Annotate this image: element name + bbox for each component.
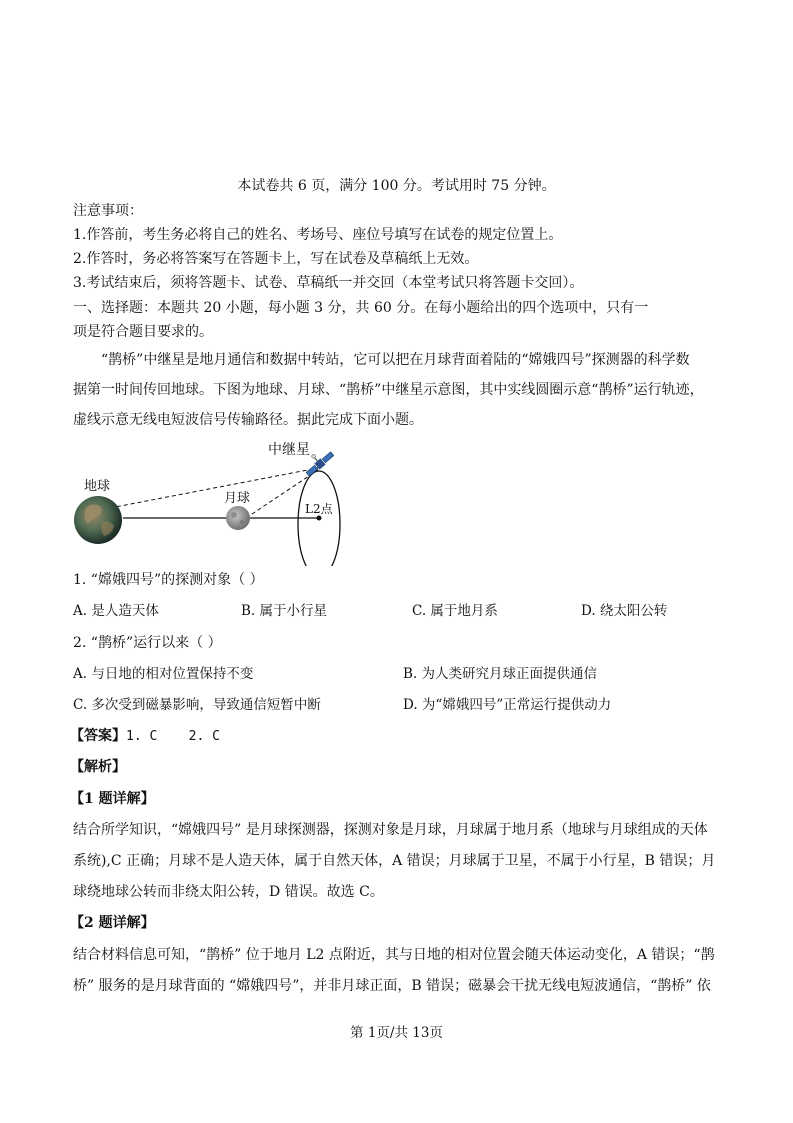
q2-option-a[interactable]: A. 与日地的相对位置保持不变 <box>73 666 254 682</box>
q2-stem: 2. “鹊桥”运行以来（ ） <box>73 635 222 651</box>
analysis-tag: 【解析】 <box>70 759 126 775</box>
page-number: 第 1页/共 13页 <box>350 1025 443 1041</box>
passage-line-2: 据第一时间传回地球。下图为地球、月球、“鹊桥”中继星示意图，其中实线圆圈示意“鹊桥”运行轨迹， <box>73 382 704 398</box>
earth-moon-relay-diagram <box>68 436 368 566</box>
earth-label: 地球 <box>84 479 111 494</box>
note-item-2: 2.作答时，务必将答案写在答题卡上，写在试卷及草稿纸上无效。 <box>73 251 479 267</box>
relay-label: 中继星 <box>268 442 310 458</box>
l2-point <box>317 516 322 521</box>
q1-option-c[interactable]: C. 属于地月系 <box>412 603 498 619</box>
l2-label: L2点 <box>305 502 333 516</box>
q2-option-b[interactable]: B. 为人类研究月球正面提供通信 <box>403 666 598 682</box>
answer-tag: 【答案】 <box>70 728 126 744</box>
section-heading-line2: 项是符合题目要求的。 <box>73 324 213 340</box>
q1-option-d[interactable]: D. 绕太阳公转 <box>581 603 668 619</box>
detail-2-line-2: 桥” 服务的是月球背面的 “嫦娥四号”，并非月球正面，B 错误；磁暴会干扰无线电短波通信，“鹊桥” 依 <box>73 978 711 994</box>
detail-2-title: 【2 题详解】 <box>70 915 155 931</box>
q1-option-a[interactable]: A. 是人造天体 <box>73 603 159 619</box>
detail-1-line-1: 结合所学知识，“嫦娥四号” 是月球探测器，探测对象是月球，月球属于地月系（地球与月球组成的天体 <box>73 822 708 838</box>
notes-title: 注意事项： <box>73 203 143 219</box>
section-heading-line1: 一、选择题：本题共 20 小题，每小题 3 分，共 60 分。在每小题给出的四个选项中，只有一 <box>73 300 649 316</box>
detail-2-line-1: 结合材料信息可知，“鹊桥” 位于地月 L2 点附近，其与日地的相对位置会随天体运动变化，A 错误；“鹊 <box>73 947 715 963</box>
exam-info: 本试卷共 6 页，满分 100 分。考试用时 75 分钟。 <box>237 178 556 194</box>
moon-globe <box>226 506 250 530</box>
note-item-1: 1.作答前，考生务必将自己的姓名、考场号、座位号填写在试卷的规定位置上。 <box>73 227 563 243</box>
note-item-3: 3.考试结束后，须将答题卡、试卷、草稿纸一并交回（本堂考试只将答题卡交回）。 <box>73 275 584 291</box>
passage-line-1: “鹊桥”中继星是地月通信和数据中转站，它可以把在月球背面着陆的“嫦娥四号”探测器的科学数 <box>101 352 690 368</box>
detail-1-line-3: 球绕地球公转而非绕太阳公转，D 错误。故选 C。 <box>73 884 384 900</box>
detail-1-line-2: 系统),C 正确；月球不是人造天体，属于自然天体，A 错误；月球属于卫星，不属于小行星，B 错误；月 <box>73 853 716 869</box>
q2-option-c[interactable]: C. 多次受到磁暴影响，导致通信短暂中断 <box>73 697 321 713</box>
moon-label: 月球 <box>224 491 251 506</box>
signal-path-earth-relay <box>110 468 318 508</box>
passage-line-3: 虚线示意无线电短波信号传输路径。据此完成下面小题。 <box>73 412 423 428</box>
detail-1-title: 【1 题详解】 <box>70 791 155 807</box>
earth-globe <box>74 496 122 544</box>
q1-option-b[interactable]: B. 属于小行星 <box>241 603 328 619</box>
q1-stem: 1. “嫦娥四号”的探测对象（ ） <box>73 572 264 588</box>
answer-text: 1. C 2. C <box>126 729 220 744</box>
q2-option-d[interactable]: D. 为“嫦娥四号”正常运行提供动力 <box>403 697 612 713</box>
answer-line <box>70 726 220 747</box>
